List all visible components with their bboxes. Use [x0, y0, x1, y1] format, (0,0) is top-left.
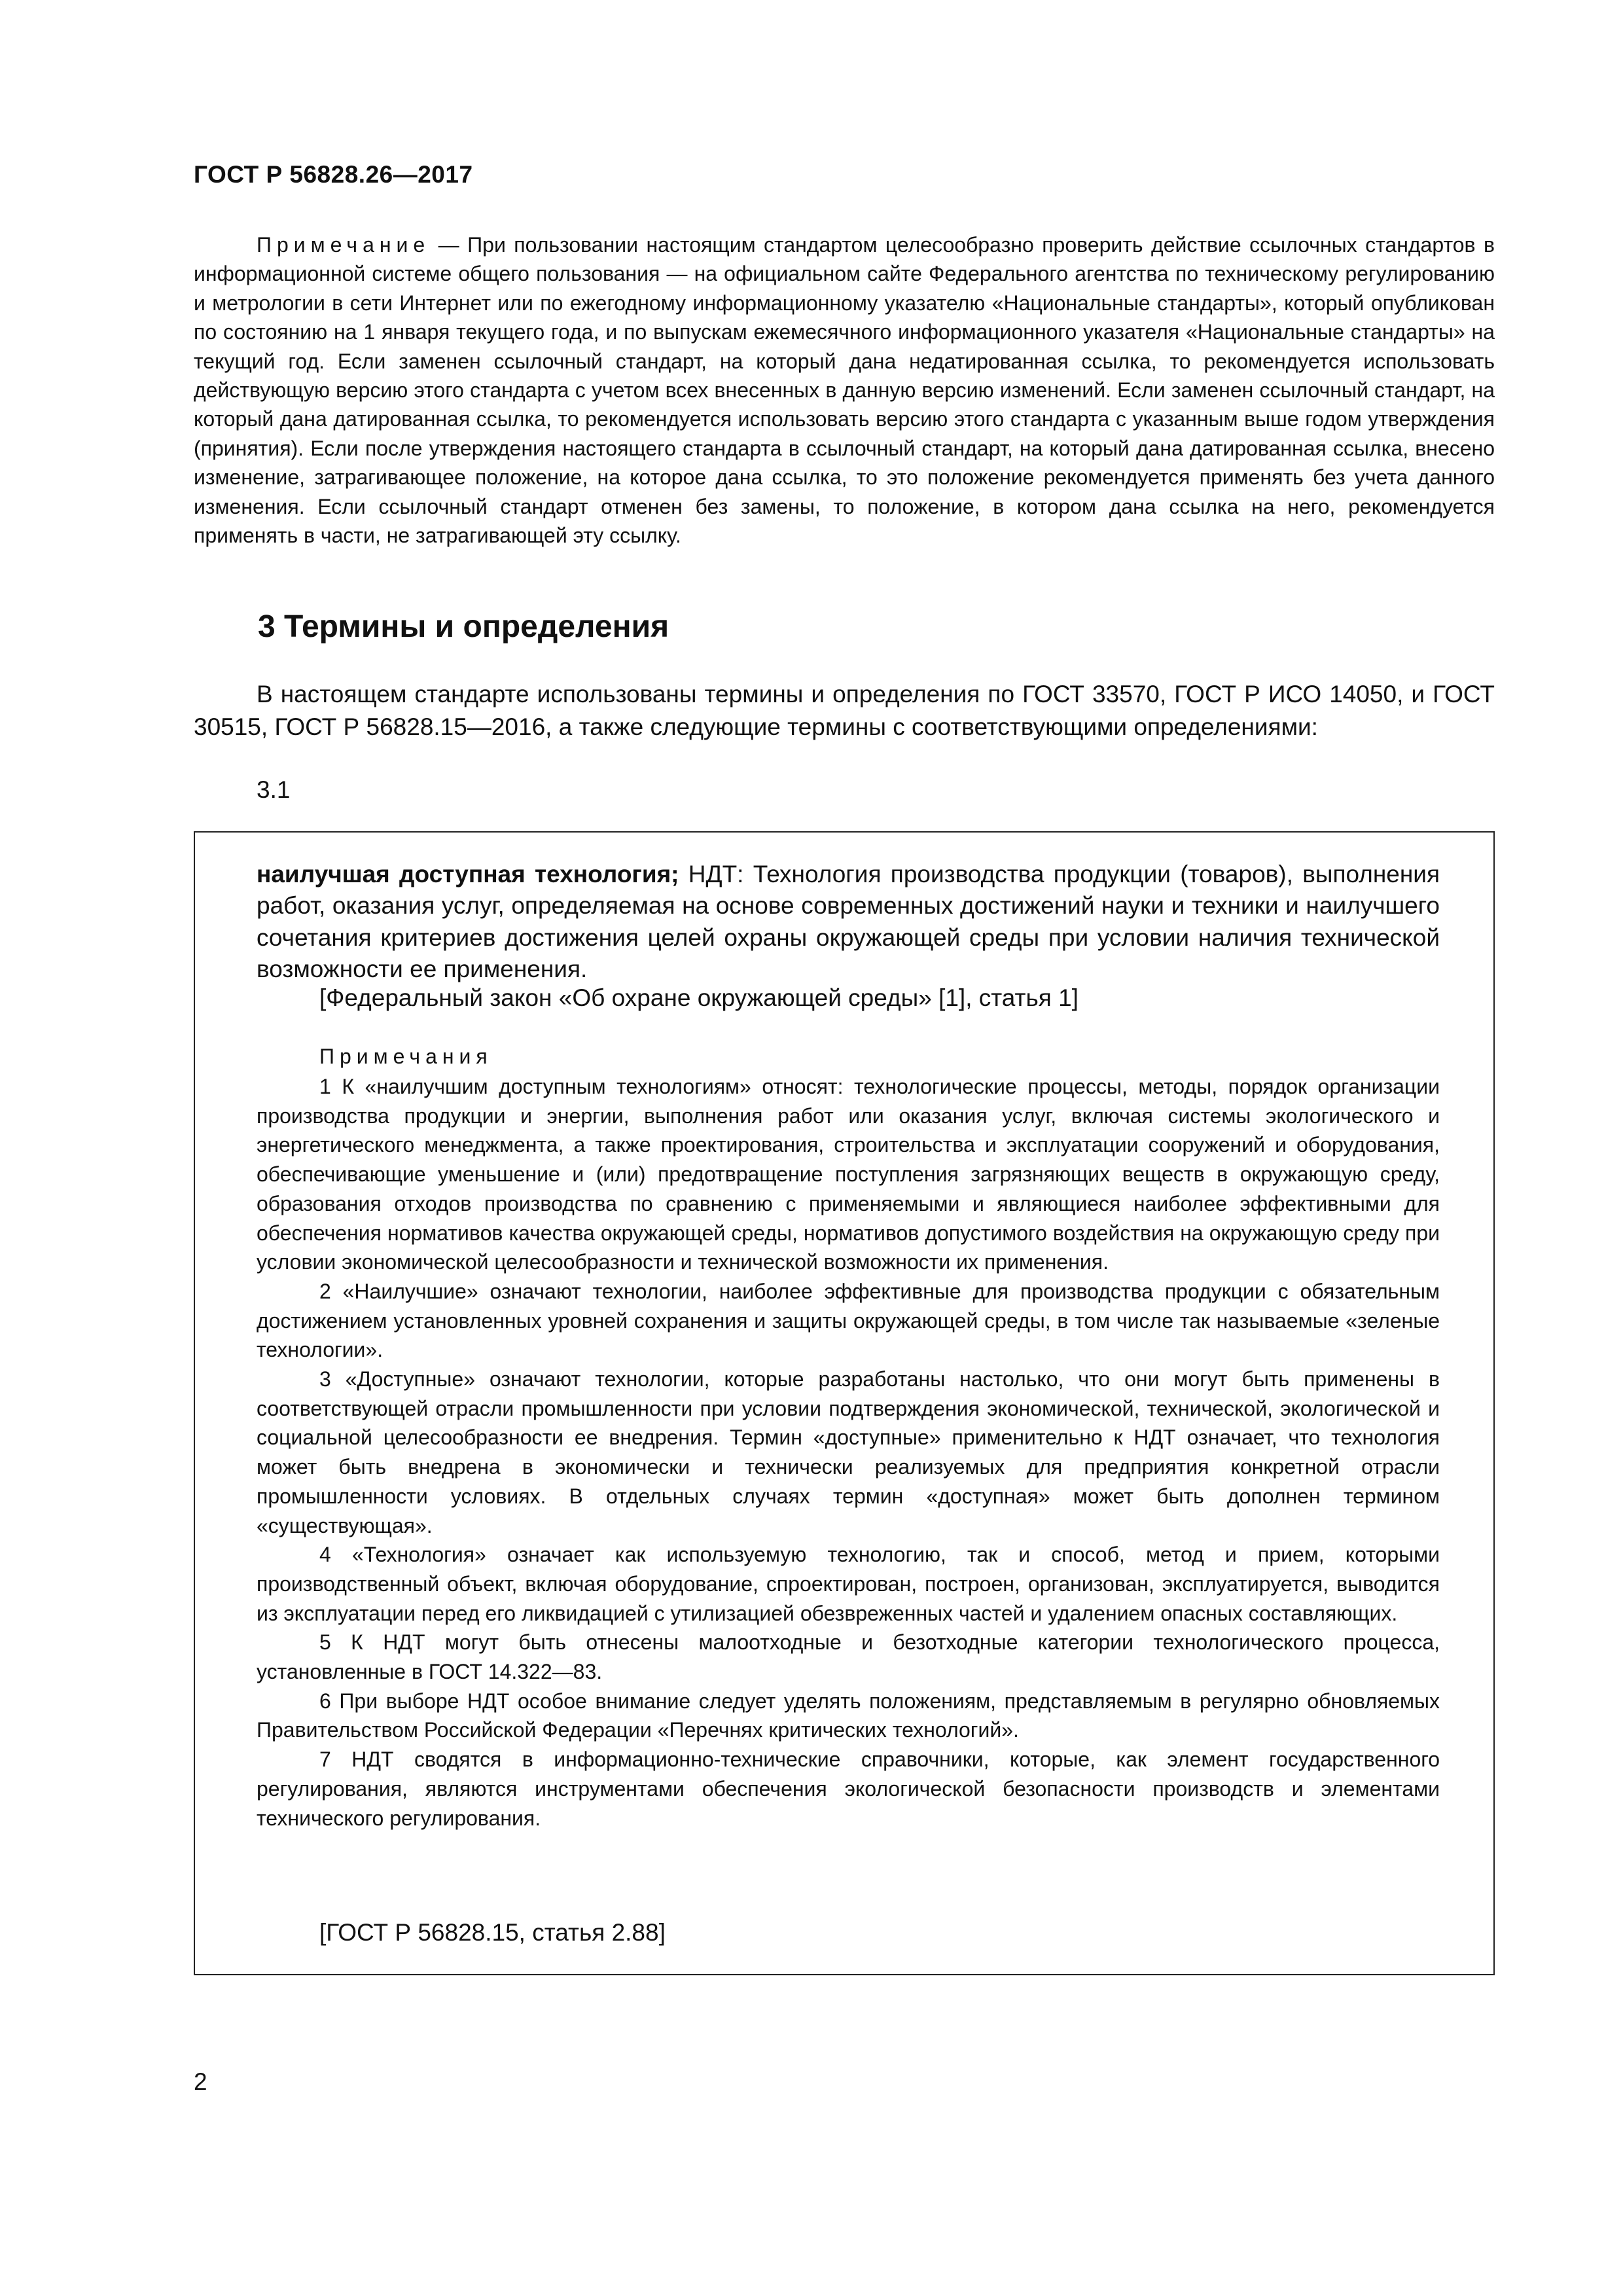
clause-number: 3.1	[257, 776, 291, 803]
term-source: [Федеральный закон «Об охране окружающей среды» [1], статья 1]	[319, 984, 1079, 1011]
note-item-1: 1 К «наилучшим доступным технологиям» относят: технологические процессы, методы, порядок организации производства продукции и энергии, выполнения работ или оказания услуг, включая системы экологического и энергетического менеджмента, а также проектирования, строительства и эксплуатации сооружений и оборудования, обеспечивающие уменьшение и (или) предотвращение поступления загрязняющих веществ в окружающую среду, образования отходов производства по сравнению с применяемыми и являющиеся наиболее эффективными для обеспечения нормативов качества окружающей среды, нормативов допустимого воздействия на окружающую среду при условии экономической целесообразности и технической возможности их применения.	[257, 1075, 1440, 1274]
reference-note	[194, 230, 1495, 550]
note-item-2: 2 «Наилучшие» означают технологии, наиболее эффективные для производства продукции с обязательным достижением установленных уровней сохранения и защиты окружающей среды, в том числе так называемые «зеленые технологии».	[257, 1279, 1440, 1362]
term-definition-text: НДТ: Технология производства продукции (товаров), выполнения работ, оказания услуг, определяемая на основе современных достижений науки и техники и наилучшего сочетания критериев достижения целей охраны окружающей среды при условии наличия технической возможности ее применения.	[257, 861, 1440, 983]
document-code-header: ГОСТ Р 56828.26—2017	[194, 161, 473, 188]
term-definition	[257, 859, 1440, 986]
section-intro: В настоящем стандарте использованы термины и определения по ГОСТ 33570, ГОСТ Р ИСО 14050, и ГОСТ 30515, ГОСТ Р 56828.15—2016, а также следующие термины с соответствующими определениями:	[194, 681, 1495, 740]
term-name: наилучшая доступная технология;	[257, 861, 679, 888]
note-item-4: 4 «Технология» означает как используемую технологию, так и способ, метод и прием, которыми производственный объект, включая оборудование, спроектирован, построен, организован, эксплуатируется, выводится из эксплуатации перед его ликвидацией с утилизацией обезвреженных частей и удалением опасных составляющих.	[257, 1543, 1440, 1625]
note-label: Примечание	[257, 233, 431, 257]
term-definition-box	[194, 831, 1495, 1975]
section-title: 3 Термины и определения	[258, 609, 669, 644]
notes-list	[257, 1072, 1440, 1833]
note-item-5: 5 К НДТ могут быть отнесены малоотходные и безотходные категории технологического процесса, установленные в ГОСТ 14.322—83.	[257, 1630, 1440, 1684]
page-number: 2	[194, 2068, 207, 2095]
note-text: — При пользовании настоящим стандартом целесообразно проверить действие ссылочных стандартов в информационной системе общего пользования — на официальном сайте Федерального агентства по техническому регулированию и метрологии в сети Интернет или по ежегодному информационному указателю «Национальные стандарты», который опубликован по состоянию на 1 января текущего года, и по выпускам ежемесячного информационного указателя «Национальные стандарты» на текущий год. Если заменен ссылочный стандарт, на который дана недатированная ссылка, то рекомендуется использовать действующую версию этого стандарта с учетом всех внесенных в данную версию изменений. Если заменен ссылочный стандарт, на который дана датированная ссылка, то рекомендуется использовать версию этого стандарта с указанным выше годом утверждения (принятия). Если после утверждения настоящего стандарта в ссылочный стандарт, на который дана датированная ссылка, внесено изменение, затрагивающее положение, на которое дана ссылка, то это положение рекомендуется применять без учета данного изменения. Если ссылочный стандарт отменен без замены, то положение, в котором дана ссылка на него, рекомендуется применять в части, не затрагивающей эту ссылку.	[194, 233, 1495, 548]
note-item-3: 3 «Доступные» означают технологии, которые разработаны настолько, что они могут быть применены в соответствующей отрасли промышленности при условии подтверждения экономической, технической, экологической и социальной целесообразности ее внедрения. Термин «доступные» применительно к НДТ означает, что технология может быть внедрена в экономически и технически реализуемых для предприятия конкретной отрасли промышленности условиях. В отдельных случаях термин «доступная» может быть дополнен термином «существующая».	[257, 1367, 1440, 1537]
term-reference: [ГОСТ Р 56828.15, статья 2.88]	[319, 1919, 666, 1946]
notes-heading: Примечания	[319, 1045, 493, 1068]
note-item-7: 7 НДТ сводятся в информационно-технические справочники, которые, как элемент государственного регулирования, являются инструментами обеспечения экологической безопасности производств и элементами технического регулирования.	[257, 1748, 1440, 1830]
note-item-6: 6 При выборе НДТ особое внимание следует уделять положениям, представляемым в регулярно обновляемых Правительством Российской Федерации «Перечнях критических технологий».	[257, 1689, 1440, 1742]
